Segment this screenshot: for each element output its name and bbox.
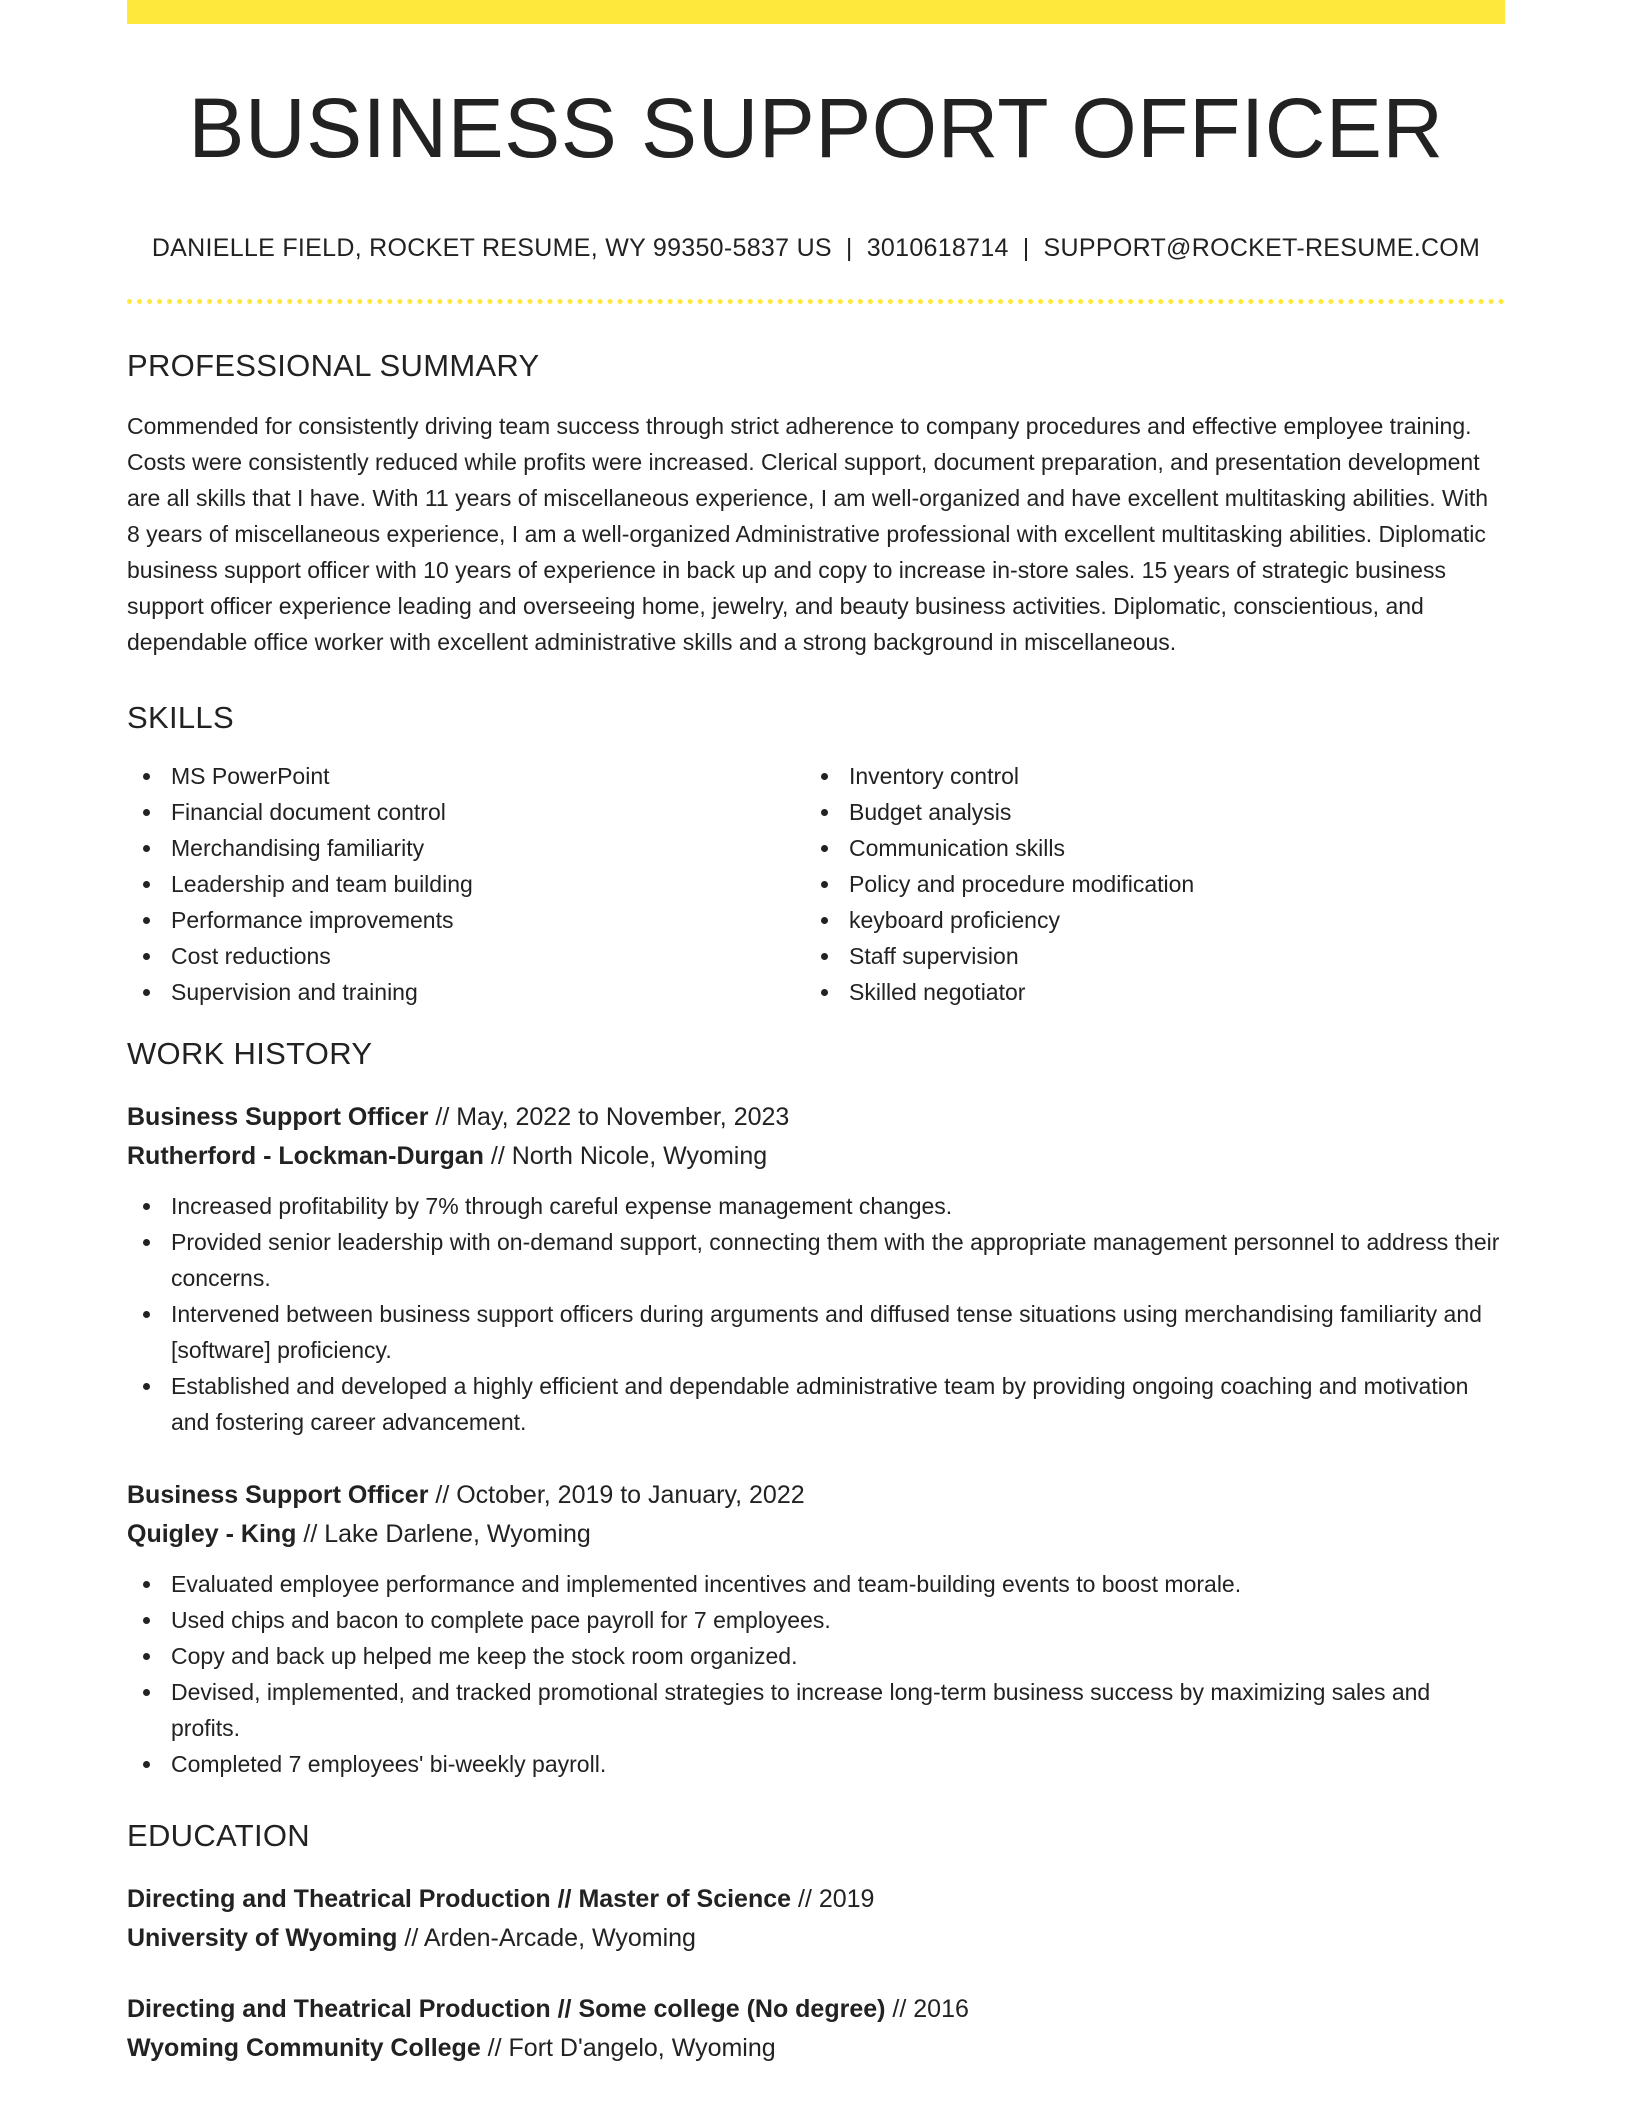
job-bullet: Evaluated employee performance and implemented incentives and team-building events to boost morale. — [127, 1566, 1505, 1602]
job-entry — [127, 1098, 1505, 1440]
job-title: Business Support Officer — [127, 1103, 429, 1132]
contact-separator: | — [845, 234, 853, 263]
contact-separator: | — [1022, 234, 1030, 263]
skill-item: Policy and procedure modification — [805, 866, 1483, 902]
skill-item: Financial document control — [127, 794, 805, 830]
job-bullet: Increased profitability by 7% through careful expense management changes. — [127, 1188, 1505, 1224]
school: University of Wyoming — [127, 1924, 398, 1953]
degree: Directing and Theatrical Production // Master of Science — [127, 1885, 792, 1914]
summary-heading: PROFESSIONAL SUMMARY — [127, 348, 540, 384]
contact-line — [127, 234, 1505, 263]
job-bullet: Established and developed a highly efficient and dependable administrative team by providing ongoing coaching and motivation and fostering career advancement. — [127, 1368, 1505, 1440]
job-bullet: Intervened between business support officers during arguments and diffused tense situations using merchandising familiarity and [software] proficiency. — [127, 1296, 1505, 1368]
job-bullet: Devised, implemented, and tracked promotional strategies to increase long-term business success by maximizing sales and profits. — [127, 1674, 1505, 1746]
work-history-heading: WORK HISTORY — [127, 1036, 373, 1072]
skill-item: Leadership and team building — [127, 866, 805, 902]
accent-top-bar — [127, 0, 1505, 24]
skill-item: Communication skills — [805, 830, 1483, 866]
degree-line — [127, 1990, 1505, 2029]
job-bullet: Used chips and bacon to complete pace payroll for 7 employees. — [127, 1602, 1505, 1638]
skill-item: keyboard proficiency — [805, 902, 1483, 938]
skills-list — [127, 758, 1505, 1010]
job-company: Quigley - King — [127, 1520, 297, 1549]
job-company-line — [127, 1137, 1505, 1176]
skill-item: Merchandising familiarity — [127, 830, 805, 866]
job-company-line — [127, 1515, 1505, 1554]
school-location: // Arden-Arcade, Wyoming — [397, 1924, 696, 1953]
education-entry — [127, 1880, 1505, 1958]
degree: Directing and Theatrical Production // Some college (No degree) — [127, 1995, 886, 2024]
school-location: // Fort D'angelo, Wyoming — [480, 2034, 776, 2063]
skills-column-right — [805, 758, 1483, 1010]
school-line — [127, 2029, 1505, 2068]
resume-page — [127, 0, 1505, 2068]
skill-item: Cost reductions — [127, 938, 805, 974]
skill-item: Inventory control — [805, 758, 1483, 794]
job-location: // North Nicole, Wyoming — [483, 1142, 768, 1171]
job-title-line — [127, 1098, 1505, 1137]
job-entry — [127, 1476, 1505, 1782]
job-company: Rutherford - Lockman-Durgan — [127, 1142, 484, 1171]
skill-item: Performance improvements — [127, 902, 805, 938]
job-bullet: Completed 7 employees' bi-weekly payroll. — [127, 1746, 1505, 1782]
skills-heading: SKILLS — [127, 700, 234, 736]
dotted-divider — [127, 299, 1505, 304]
job-location: // Lake Darlene, Wyoming — [296, 1520, 591, 1549]
job-title-line — [127, 1476, 1505, 1515]
skill-item: Staff supervision — [805, 938, 1483, 974]
degree-year: // 2016 — [885, 1995, 969, 2024]
job-bullet: Provided senior leadership with on-demand support, connecting them with the appropriate management personnel to address their concerns. — [127, 1224, 1505, 1296]
skill-item: Supervision and training — [127, 974, 805, 1010]
job-bullets — [127, 1188, 1505, 1440]
skill-item: Skilled negotiator — [805, 974, 1483, 1010]
skill-item: Budget analysis — [805, 794, 1483, 830]
job-dates: // October, 2019 to January, 2022 — [428, 1481, 805, 1510]
contact-email[interactable]: SUPPORT@ROCKET-RESUME.COM — [1043, 234, 1481, 263]
contact-phone[interactable]: 3010618714 — [866, 234, 1009, 263]
contact-address: DANIELLE FIELD, ROCKET RESUME, WY 99350-5837 US — [151, 234, 832, 263]
school-line — [127, 1919, 1505, 1958]
skills-column-left — [127, 758, 805, 1010]
job-title: Business Support Officer — [127, 1481, 429, 1510]
summary-text: Commended for consistently driving team success through strict adherence to company procedures and effective employee training. Costs were consistently reduced while profits were increased. Clerical support, document preparation, and presentation development are all skills that I have. With 11 years of miscellaneous experience, I am well-organized and have excellent multitasking abilities. With 8 years of miscellaneous experience, I am a well-organized Administrative professional with excellent multitasking abilities. Diplomatic business support officer with 10 years of experience in back up and copy to increase in-store sales. 15 years of strategic business support officer experience leading and overseeing home, jewelry, and beauty business activities. Diplomatic, conscientious, and dependable office worker with excellent administrative skills and a strong background in miscellaneous. — [127, 413, 1489, 656]
resume-title: BUSINESS SUPPORT OFFICER — [188, 81, 1444, 175]
job-bullet: Copy and back up helped me keep the stock room organized. — [127, 1638, 1505, 1674]
job-dates: // May, 2022 to November, 2023 — [428, 1103, 790, 1132]
degree-year: // 2019 — [791, 1885, 875, 1914]
skill-item: MS PowerPoint — [127, 758, 805, 794]
school: Wyoming Community College — [127, 2034, 481, 2063]
education-entry — [127, 1990, 1505, 2068]
degree-line — [127, 1880, 1505, 1919]
education-heading: EDUCATION — [127, 1818, 310, 1854]
job-bullets — [127, 1566, 1505, 1782]
